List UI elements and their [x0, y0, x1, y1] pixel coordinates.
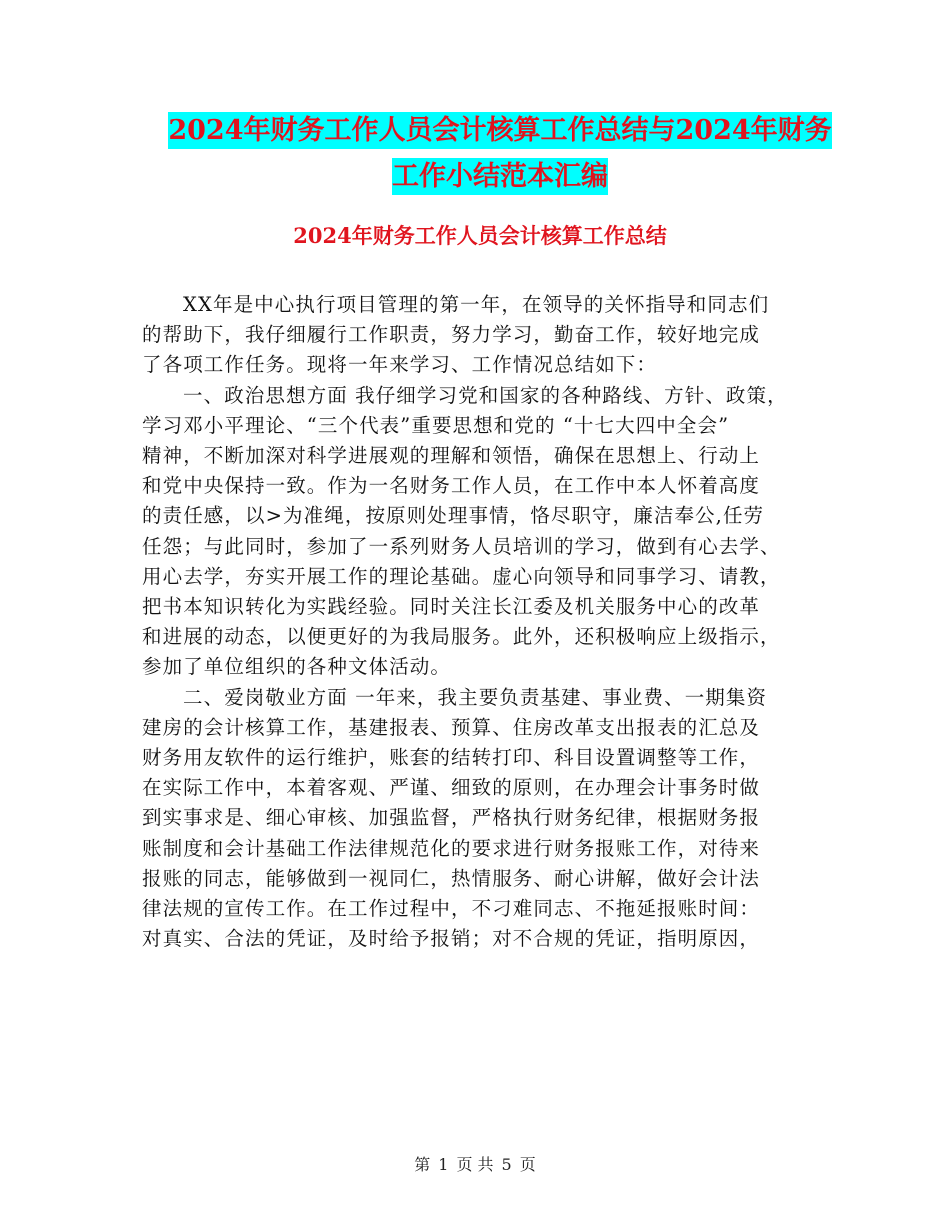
document-body	[142, 290, 822, 954]
body-line: 精神，不断加深对科学进展观的理解和领悟，确保在思想上、行动上	[142, 444, 761, 468]
body-line: 用心去学，夯实开展工作的理论基础。虚心向领导和同事学习、请教，	[142, 564, 781, 588]
section-title: 2024年财务工作人员会计核算工作总结	[293, 223, 667, 248]
footer-prefix: 第	[414, 1155, 431, 1174]
body-line: 律法规的宣传工作。在工作过程中，不刁难同志、不拖延报账时间：	[142, 897, 761, 921]
body-line: 对真实、合法的凭证，及时给予报销；对不合规的凭证，指明原因，	[142, 927, 761, 951]
footer-suffix: 页	[519, 1155, 536, 1174]
body-line: 财务用友软件的运行维护，账套的结转打印、科目设置调整等工作，	[142, 746, 761, 770]
body-line: 和进展的动态，以便更好的为我局服务。此外，还积极响应上级指示，	[142, 625, 781, 649]
body-line: 的帮助下，我仔细履行工作职责，努力学习，勤奋工作，较好地完成	[142, 323, 761, 347]
body-line: 报账的同志，能够做到一视同仁，热情服务、耐心讲解，做好会计法	[142, 866, 761, 890]
document-title-line1: 2024年财务工作人员会计核算工作总结与2024年财务	[168, 112, 831, 149]
body-line: 和党中央保持一致。作为一名财务工作人员，在工作中本人怀着高度	[142, 474, 761, 498]
body-line: 在实际工作中，本着客观、严谨、细致的原则，在办理会计事务时做	[142, 776, 761, 800]
footer-mid: 页 共	[456, 1155, 494, 1174]
body-line: 学习邓小平理论、“三个代表”重要思想和党的 “十七大四中全会”	[142, 413, 730, 437]
body-line: 建房的会计核算工作，基建报表、预算、住房改革支出报表的汇总及	[142, 715, 761, 739]
page-footer	[0, 1152, 950, 1175]
body-line: 二、爱岗敬业方面 一年来，我主要负责基建、事业费、一期集资	[183, 685, 768, 709]
body-line: XX年是中心执行项目管理的第一年，在领导的关怀指导和同志们	[183, 293, 770, 316]
body-line: 任怨；与此同时，参加了一系列财务人员培训的学习，做到有心去学、	[142, 534, 781, 558]
body-line: 把书本知识转化为实践经验。同时关注长江委及机关服务中心的改革	[142, 595, 761, 619]
body-line: 参加了单位组织的各种文体活动。	[142, 655, 452, 679]
footer-page-number: 1	[438, 1155, 449, 1174]
document-title-line2: 工作小结范本汇编	[392, 158, 608, 195]
body-line: 了各项工作任务。现将一年来学习、工作情况总结如下：	[142, 353, 658, 377]
body-line: 的责任感，以>为准绳，按原则处理事情，恪尽职守，廉洁奉公,任劳	[142, 504, 765, 528]
document-title	[140, 108, 860, 200]
body-line: 账制度和会计基础工作法律规范化的要求进行财务报账工作，对待来	[142, 836, 761, 860]
body-line: 一、政治思想方面 我仔细学习党和国家的各种路线、方针、政策，	[183, 383, 788, 407]
footer-total-pages: 5	[501, 1155, 512, 1174]
body-line: 到实事求是、细心审核、加强监督，严格执行财务纪律，根据财务报	[142, 806, 761, 830]
